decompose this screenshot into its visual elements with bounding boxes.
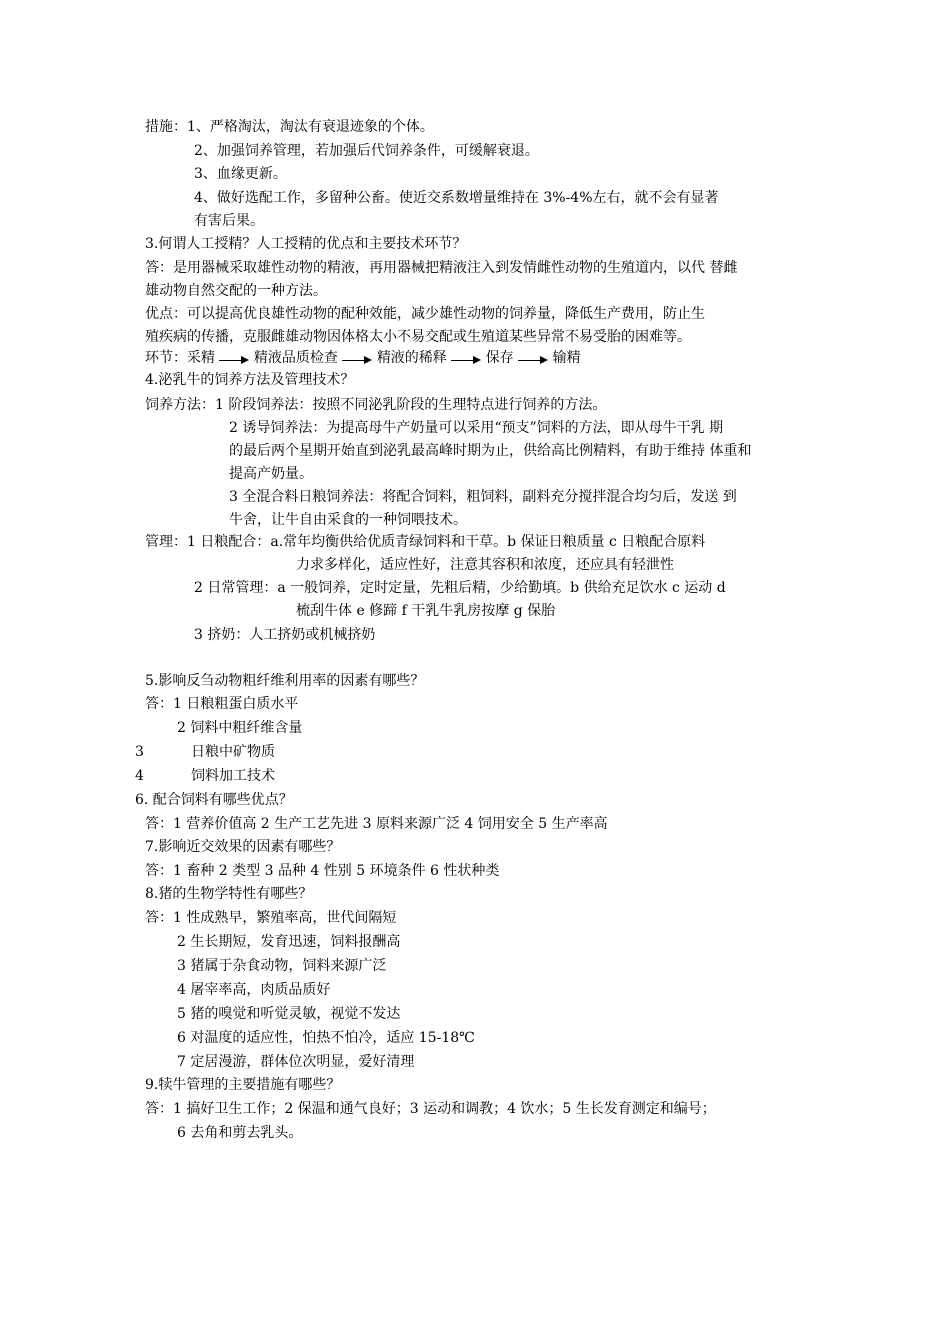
text-line: 3 全混合料日粮饲养法：将配合饲料，粗饲料，副料充分搅拌混合均匀后，发送 到 bbox=[229, 489, 737, 505]
text-line: 3、血缘更新。 bbox=[194, 166, 287, 182]
text-line: 日粮中矿物质 bbox=[191, 744, 275, 760]
text-line: 优点：可以提高优良雄性动物的配种效能，减少雄性动物的饲养量，降低生产费用，防止生 bbox=[145, 306, 705, 322]
text-line: 力求多样化，适应性好，注意其容积和浓度，还应具有轻泄性 bbox=[296, 557, 674, 573]
question-heading: 6. 配合饲料有哪些优点？ bbox=[135, 792, 293, 808]
text-line: 6 对温度的适应性，怕热不怕冷，适应 15-18℃ bbox=[177, 1030, 475, 1046]
text-line: 答：1 日粮粗蛋白质水平 bbox=[145, 696, 299, 712]
text-line: 4 屠宰率高，肉质品质好 bbox=[177, 982, 331, 998]
question-heading: 3.何谓人工授精？人工授精的优点和主要技术环节？ bbox=[145, 236, 467, 252]
text-line: 饲养方法：1 阶段饲养法：按照不同泌乳阶段的生理特点进行饲养的方法。 bbox=[145, 397, 607, 413]
text-line: 有害后果。 bbox=[194, 213, 264, 229]
question-heading: 9.犊牛管理的主要措施有哪些？ bbox=[145, 1077, 341, 1093]
text-line: 措施：1、严格淘汰，淘汰有衰退迹象的个体。 bbox=[145, 119, 434, 135]
text-line: 提高产奶量。 bbox=[229, 466, 313, 482]
question-heading: 8.猪的生物学特性有哪些？ bbox=[145, 886, 313, 902]
process-step: 精液的稀释 bbox=[376, 350, 447, 366]
text-line: 3 挤奶：人工挤奶或机械挤奶 bbox=[194, 627, 376, 643]
text-line: 2 饲料中粗纤维含量 bbox=[177, 720, 303, 736]
text-line: 答：1 性成熟早，繁殖率高，世代间隔短 bbox=[145, 910, 397, 926]
text-line: 6 去角和剪去乳头。 bbox=[177, 1125, 303, 1141]
text-line: 梳刮牛体 e 修蹄 f 干乳牛乳房按摩 g 保胎 bbox=[296, 603, 556, 619]
list-number: 4 bbox=[135, 768, 144, 784]
text-line: 饲料加工技术 bbox=[191, 768, 275, 784]
text-line: 2、加强饲养管理，若加强后代饲养条件，可缓解衰退。 bbox=[194, 143, 539, 159]
question-heading: 5.影响反刍动物粗纤维利用率的因素有哪些？ bbox=[145, 673, 425, 689]
text-line: 答：是用器械采取雄性动物的精液，再用器械把精液注入到发情雌性动物的生殖道内，以代 替雌 bbox=[145, 260, 738, 276]
question-heading: 4.泌乳牛的饲养方法及管理技术？ bbox=[145, 372, 355, 388]
text-line: 3 猪属于杂食动物，饲料来源广泛 bbox=[177, 958, 387, 974]
process-label: 环节： bbox=[145, 350, 187, 366]
text-line: 雄动物自然交配的一种方法。 bbox=[145, 283, 327, 299]
text-line: 2 生长期短，发育迅速，饲料报酬高 bbox=[177, 934, 401, 950]
text-line: 5 猪的嗅觉和听觉灵敏，视觉不发达 bbox=[177, 1006, 401, 1022]
process-step: 精液品质检查 bbox=[253, 350, 338, 366]
question-heading: 7.影响近交效果的因素有哪些？ bbox=[145, 839, 341, 855]
text-line: 牛舍，让牛自由采食的一种饲喂技术。 bbox=[229, 512, 467, 528]
text-line: 2 诱导饲养法：为提高母牛产奶量可以采用“预支”饲料的方法，即从母牛干乳 期 bbox=[229, 420, 724, 436]
text-line: 答：1 搞好卫生工作；2 保温和通气良好；3 运动和调教；4 饮水；5 生长发育测定和编号； bbox=[145, 1101, 716, 1117]
text-line: 答：1 畜种 2 类型 3 品种 4 性别 5 环境条件 6 性状种类 bbox=[145, 863, 500, 879]
arrow-right-icon bbox=[451, 351, 481, 365]
text-line: 4、做好选配工作，多留种公畜。使近交系数增量维持在 3%-4%左右，就不会有显著 bbox=[194, 190, 719, 206]
list-number: 3 bbox=[135, 744, 144, 760]
arrow-right-icon bbox=[219, 351, 249, 365]
text-line: 殖疾病的传播，克服雌雄动物因体格太小不易交配或生殖道某些异常不易受胎的困难等。 bbox=[145, 329, 691, 345]
text-line: 7 定居漫游，群体位次明显，爱好清理 bbox=[177, 1054, 415, 1070]
text-line: 的最后两个星期开始直到泌乳最高峰时期为止，供给高比例精料，有助于维持 体重和 bbox=[229, 443, 752, 459]
process-step: 保存 bbox=[485, 350, 514, 366]
process-step: 输精 bbox=[552, 350, 581, 366]
process-flow bbox=[145, 348, 581, 368]
text-line: 管理：1 日粮配合：a.常年均衡供给优质青绿饲料和干草。b 保证日粮质量 c 日粮配合原料 bbox=[145, 534, 706, 550]
arrow-right-icon bbox=[518, 351, 548, 365]
process-step: 采精 bbox=[187, 350, 215, 366]
arrow-right-icon bbox=[342, 351, 372, 365]
text-line: 2 日常管理：a 一般饲养，定时定量，先粗后精，少给勤填。b 供给充足饮水 c 运动 d bbox=[194, 580, 726, 596]
text-line: 答：1 营养价值高 2 生产工艺先进 3 原料来源广泛 4 饲用安全 5 生产率高 bbox=[145, 816, 608, 832]
